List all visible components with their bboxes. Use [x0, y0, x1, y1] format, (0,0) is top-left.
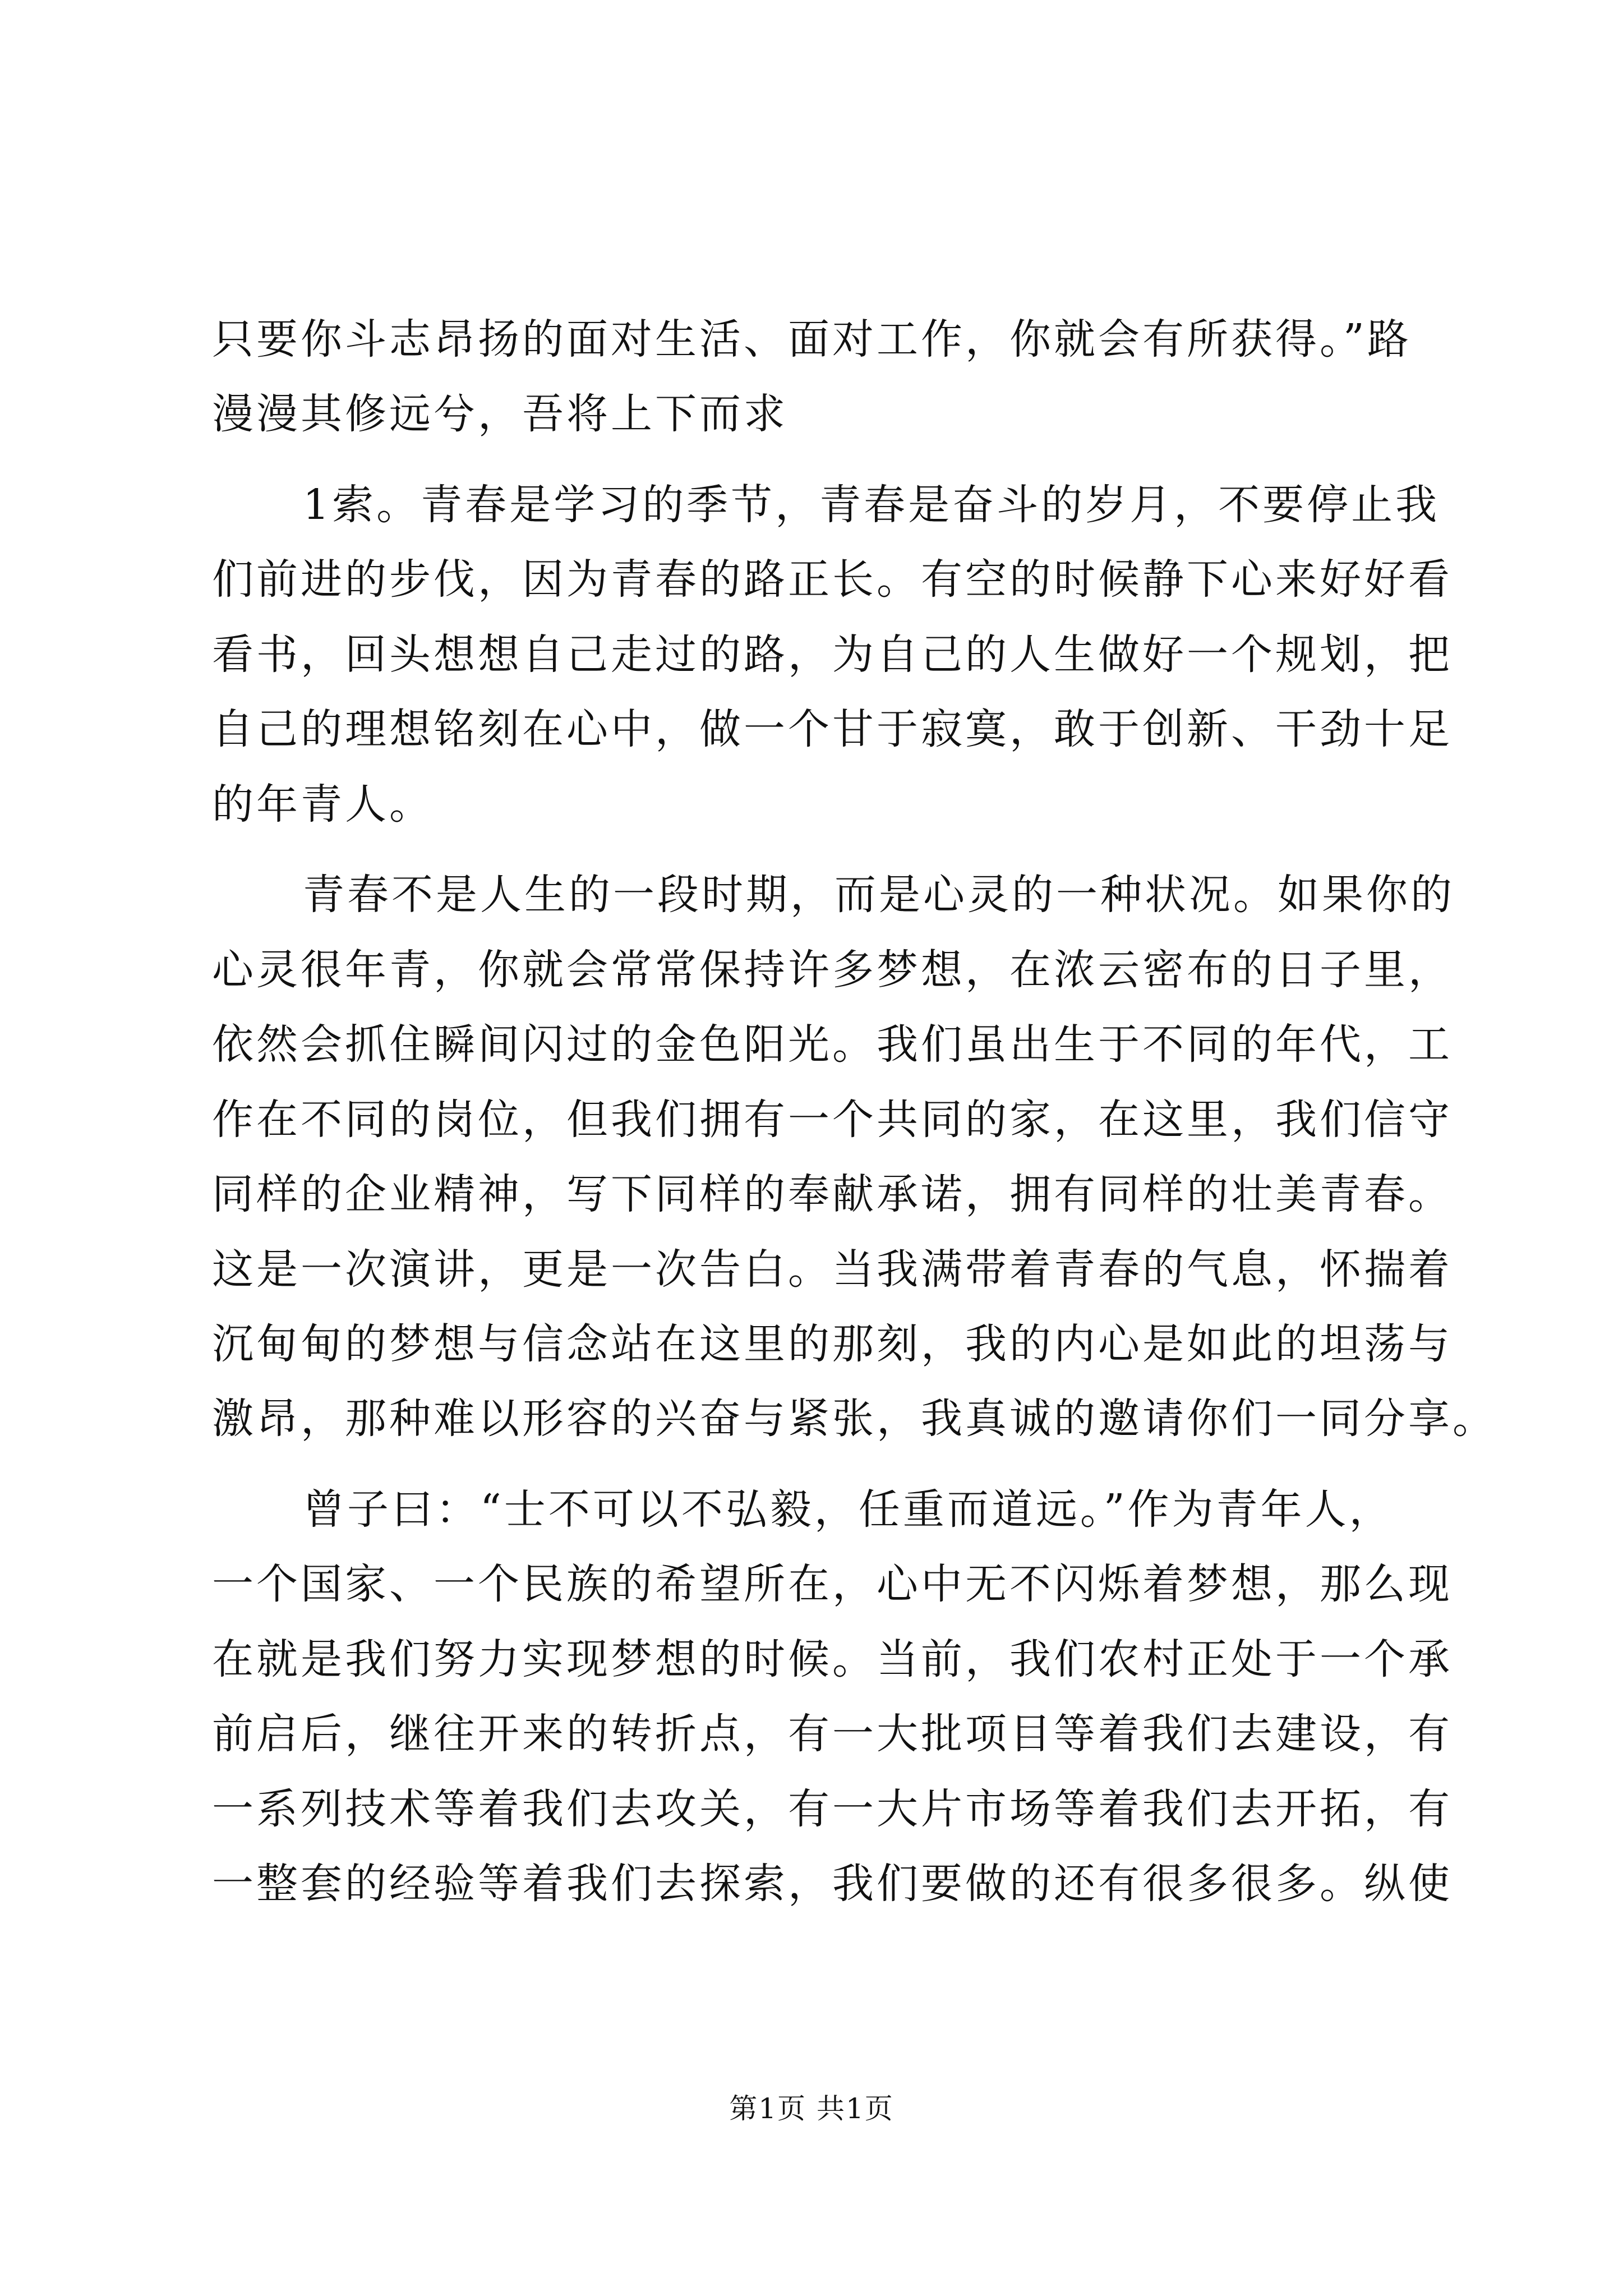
page-footer: 第1页 共1页: [729, 2092, 894, 2125]
text-line: 曾子曰：“士不可以不弘毅，任重而道远。”作为青年人，: [303, 1485, 1394, 1534]
text-line: 漫漫其修远兮，吾将上下而求: [212, 390, 788, 438]
text-line: 青春不是人生的一段时期，而是心灵的一种状况。如果你的: [303, 871, 1455, 919]
text-line: 激昂，那种难以形容的兴奋与紧张，我真诚的邀请你们一同分享。: [212, 1395, 1497, 1443]
text-line: 看书，回头想想自己走过的路，为自己的人生做好一个规划，把: [212, 631, 1453, 679]
text-line: 心灵很年青，你就会常常保持许多梦想，在浓云密布的日子里，: [212, 946, 1453, 994]
text-line: 自己的理想铭刻在心中，做一个甘于寂寞，敢于创新、干劲十足: [212, 705, 1453, 753]
text-line: 们前进的步伐，因为青春的路正长。有空的时候静下心来好好看: [212, 555, 1453, 604]
text-line: 一整套的经验等着我们去探索，我们要做的还有很多很多。纵使: [212, 1860, 1453, 1908]
text-line: 1索。青春是学习的季节，青春是奋斗的岁月，不要停止我: [303, 481, 1440, 529]
text-line: 只要你斗志昂扬的面对生活、面对工作，你就会有所获得。”路: [212, 315, 1412, 364]
text-line: 依然会抓住瞬间闪过的金色阳光。我们虽出生于不同的年代，工: [212, 1020, 1453, 1069]
text-line: 同样的企业精神，写下同样的奉献承诺，拥有同样的壮美青春。: [212, 1170, 1453, 1218]
text-line: 一系列技术等着我们去攻关，有一大片市场等着我们去开拓，有: [212, 1785, 1453, 1833]
text-line: 一个国家、一个民族的希望所在，心中无不闪烁着梦想，那么现: [212, 1560, 1453, 1608]
text-line: 在就是我们努力实现梦想的时候。当前，我们农村正处于一个承: [212, 1635, 1453, 1683]
text-line: 前启后，继往开来的转折点，有一大批项目等着我们去建设，有: [212, 1710, 1453, 1758]
text-line: 这是一次演讲，更是一次告白。当我满带着青春的气息，怀揣着: [212, 1245, 1453, 1294]
text-line: 沉甸甸的梦想与信念站在这里的那刻，我的内心是如此的坦荡与: [212, 1320, 1453, 1368]
text-line: 作在不同的岗位，但我们拥有一个共同的家，在这里，我们信守: [212, 1096, 1453, 1144]
text-line: 的年青人。: [212, 780, 434, 829]
